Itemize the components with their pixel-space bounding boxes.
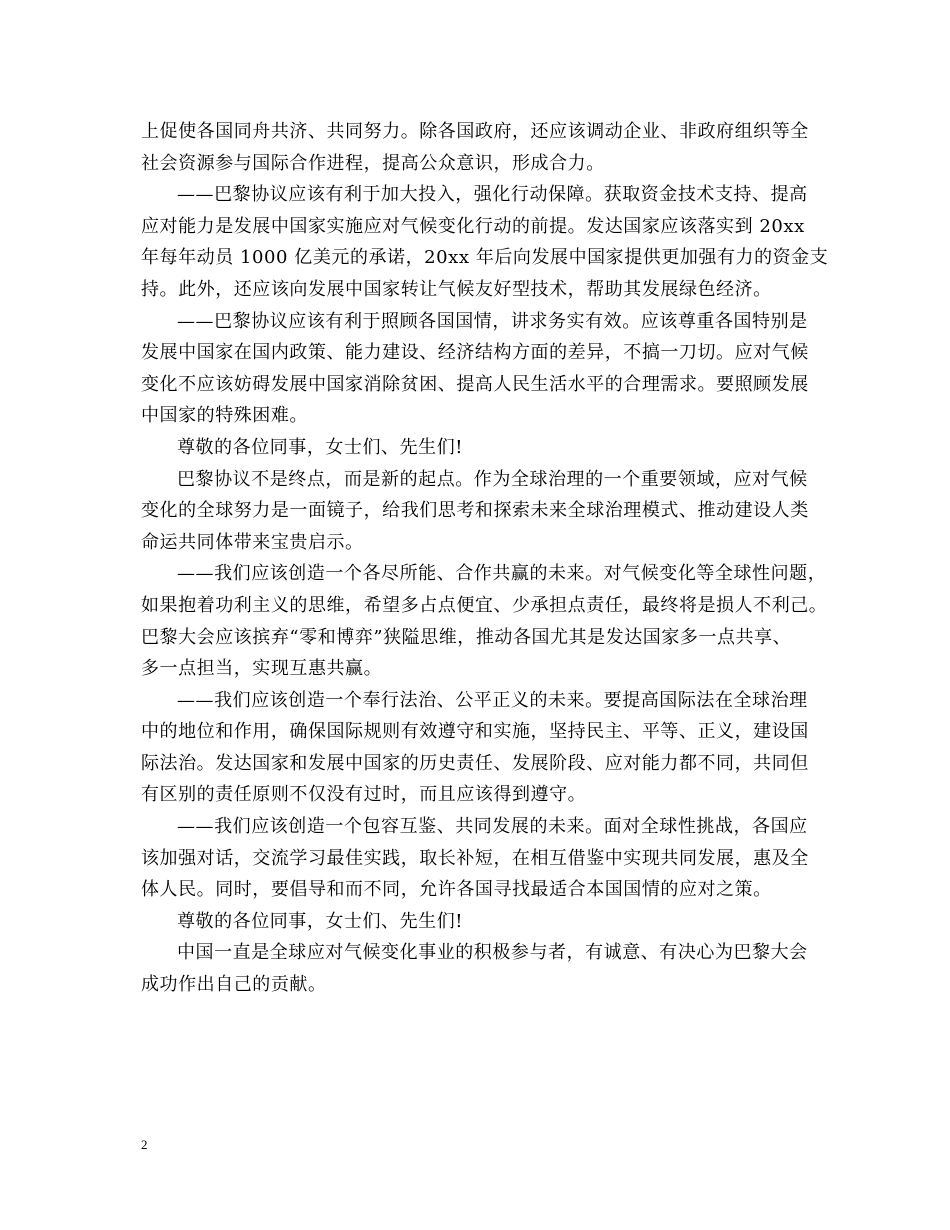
paragraph — [141, 179, 829, 305]
document-body — [141, 116, 829, 1001]
text-line: 巴黎大会应该摈弃“零和博弈”狭隘思维，推动各国尤其是发达国家多一点共享、 — [141, 626, 792, 648]
text-line: 如果抱着功利主义的思维，希望多占点便宜、少承担点责任，最终将是损人不利己。 — [141, 594, 828, 616]
text-line: 年每年动员 1000 亿美元的承诺，20xx 年后向发展中国家提供更加强有力的资金支 — [141, 247, 829, 269]
paragraph — [141, 306, 817, 432]
page-number: 2 — [141, 1137, 148, 1152]
text-line: 中国一直是全球应对气候变化事业的积极参与者，有诚意、有决心为巴黎大会 — [177, 942, 808, 964]
text-line: 巴黎协议不是终点，而是新的起点。作为全球治理的一个重要领域，应对气候 — [177, 468, 808, 490]
paragraph — [141, 685, 817, 811]
text-line: 际法治。发达国家和发展中国家的历史责任、发展阶段、应对能力都不同，共同但 — [141, 752, 809, 774]
text-line: ——我们应该创造一个各尽所能、合作共赢的未来。对气候变化等全球性问题， — [177, 563, 827, 585]
text-line: 尊敬的各位同事，女士们、先生们! — [177, 910, 464, 932]
text-line: 发展中国家在国内政策、能力建设、经济结构方面的差异，不搞一刀切。应对气候 — [141, 342, 809, 364]
text-line: 尊敬的各位同事，女士们、先生们! — [177, 436, 464, 458]
paragraph — [141, 558, 828, 684]
text-line: 命运共同体带来宝贵启示。 — [141, 531, 364, 553]
text-line: 该加强对话，交流学习最佳实践，取长补短，在相互借鉴中实现共同发展，惠及全 — [141, 847, 809, 869]
text-line: 成功作出自己的贡献。 — [141, 974, 327, 996]
text-line: 多一点担当，实现互惠共赢。 — [141, 658, 383, 680]
text-line: 变化的全球努力是一面镜子，给我们思考和探索未来全球治理模式、推动建设人类 — [141, 500, 809, 522]
text-line: 中的地位和作用，确保国际规则有效遵守和实施，坚持民主、平等、正义，建设国 — [141, 721, 809, 743]
text-line: 变化不应该妨碍发展中国家消除贫困、提高人民生活水平的合理需求。要照顾发展 — [141, 373, 809, 395]
paragraph — [141, 937, 817, 1000]
paragraph — [141, 116, 817, 179]
text-line: 社会资源参与国际合作进程，提高公众意识，形成合力。 — [141, 152, 605, 174]
text-line: ——巴黎协议应该有利于加大投入，强化行动保障。获取资金技术支持、提高 — [177, 184, 808, 206]
text-line: ——我们应该创造一个奉行法治、公平正义的未来。要提高国际法在全球治理 — [177, 689, 808, 711]
text-line: 应对能力是发展中国家实施应对气候变化行动的前提。发达国家应该落实到 20xx — [141, 215, 805, 237]
text-line: 有区别的责任原则不仅没有过时，而且应该得到遵守。 — [141, 784, 587, 806]
paragraph — [141, 811, 817, 906]
text-line: ——我们应该创造一个包容互鉴、共同发展的未来。面对全球性挑战，各国应 — [177, 816, 808, 838]
text-line: 上促使各国同舟共济、共同努力。除各国政府，还应该调动企业、非政府组织等全 — [141, 121, 809, 142]
text-line: 中国家的特殊困难。 — [141, 405, 308, 427]
text-line: 体人民。同时，要倡导和而不同，允许各国寻找最适合本国国情的应对之策。 — [141, 879, 772, 901]
text-line: 持。此外，还应该向发展中国家转让气候友好型技术，帮助其发展绿色经济。 — [141, 278, 772, 300]
paragraph — [141, 464, 817, 559]
paragraph — [141, 432, 817, 464]
text-line: ——巴黎协议应该有利于照顾各国国情，讲求务实有效。应该尊重各国特别是 — [177, 310, 808, 332]
paragraph — [141, 906, 817, 938]
